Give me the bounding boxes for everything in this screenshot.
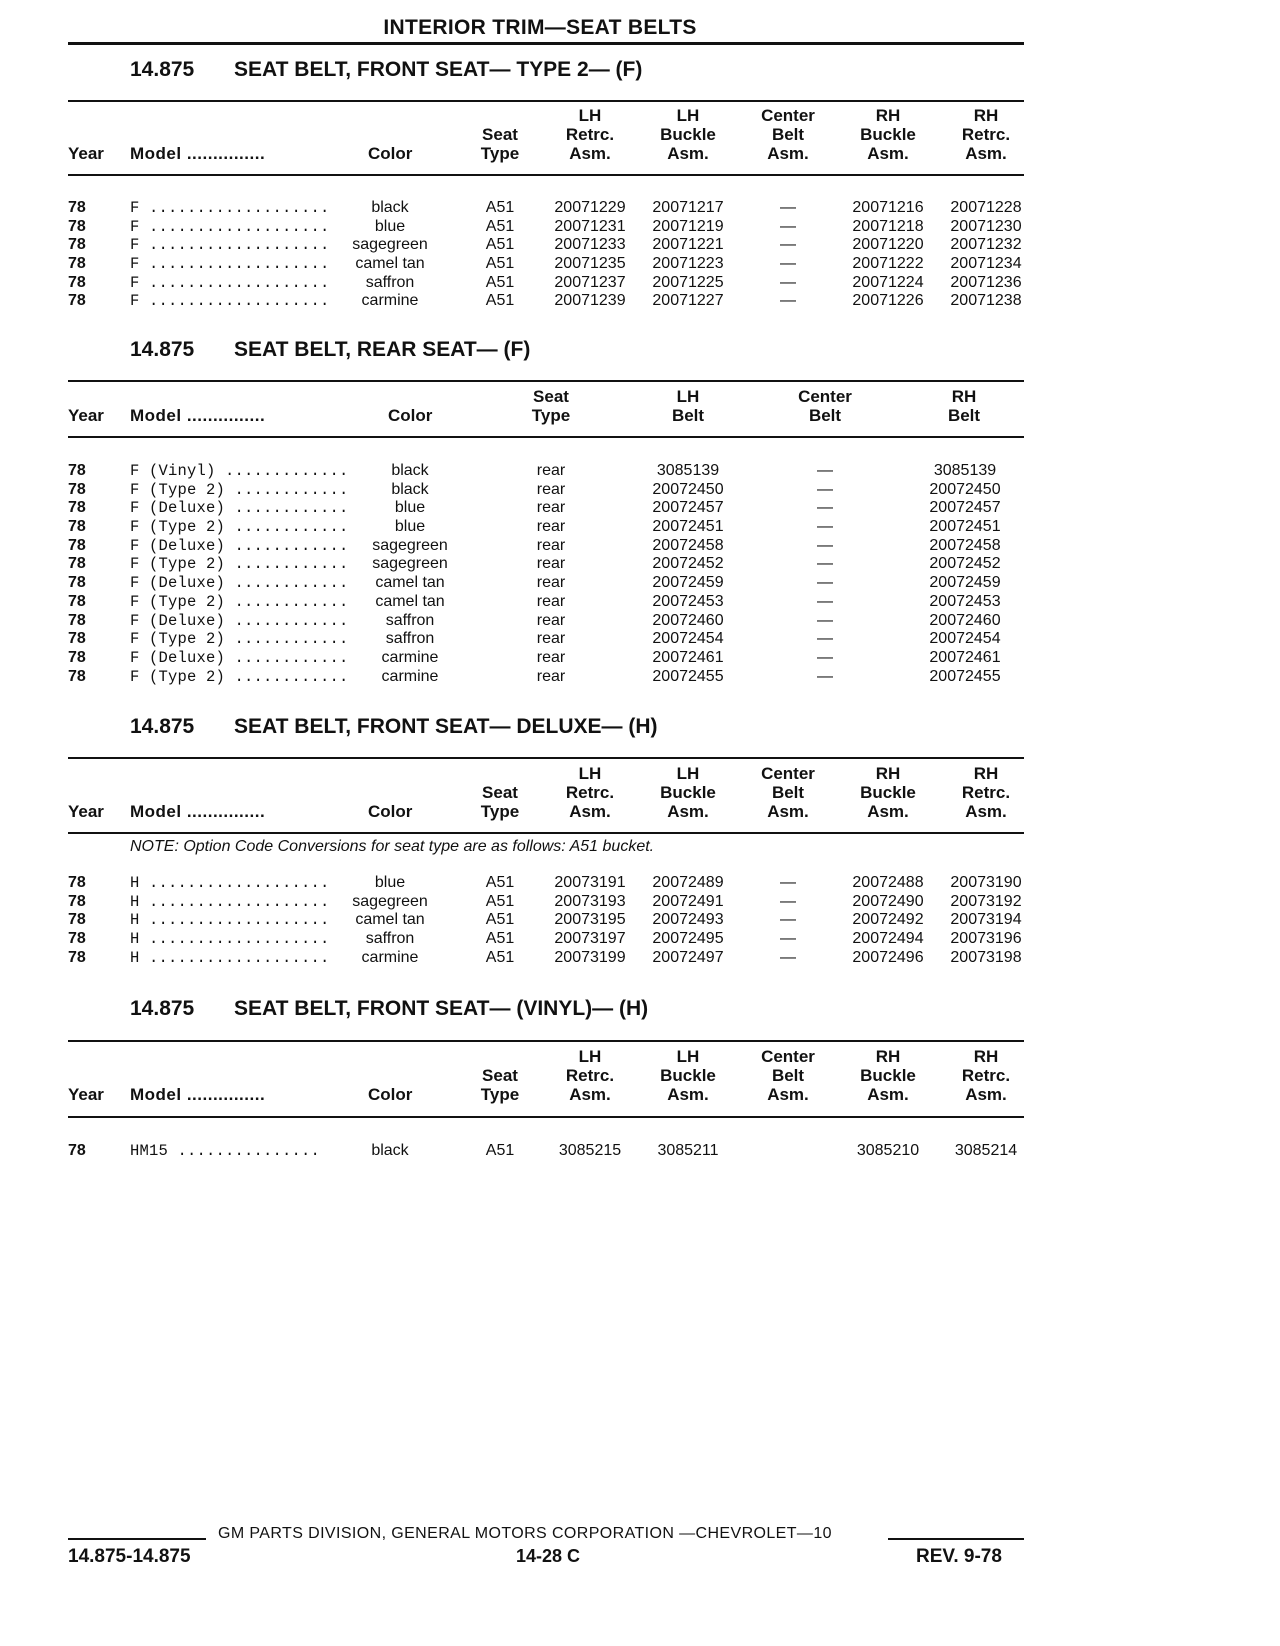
table-row: 78 F (Deluxe) ............ camel tan rear 20072459 — 20072459 bbox=[68, 574, 1001, 593]
table-row: 78 F (Type 2) ............ blue rear 20072451 — 20072451 bbox=[68, 518, 1001, 537]
col-header-year: Year bbox=[68, 406, 104, 425]
col-header-year: Year bbox=[68, 802, 104, 821]
section-title: SEAT BELT, FRONT SEAT— DELUXE— (H) bbox=[234, 715, 658, 738]
col-header-center-belt: Center Belt Asm. bbox=[761, 1047, 815, 1104]
footer-rule-left bbox=[68, 1538, 206, 1540]
section-heading bbox=[130, 715, 658, 739]
table-row: 78 F (Type 2) ............ black rear 20072450 — 20072450 bbox=[68, 480, 1001, 499]
table-row: 78 F (Deluxe) ............ saffron rear 20072460 — 20072460 bbox=[68, 611, 1001, 630]
header-top-rule bbox=[68, 1040, 1024, 1042]
section-heading bbox=[130, 997, 648, 1021]
table-row: 78 H ................... sagegreen A51 20073193 20072491 — 20072490 20073192 bbox=[68, 892, 1022, 911]
col-header-lh-buckle: LH Buckle Asm. bbox=[660, 106, 716, 163]
col-header-center-belt: Center Belt Asm. bbox=[761, 106, 815, 163]
table-row: 78 H ................... carmine A51 20073199 20072497 — 20072496 20073198 bbox=[68, 948, 1022, 967]
table-row: 78 F (Type 2) ............ sagegreen rear 20072452 — 20072452 bbox=[68, 555, 1001, 574]
footer-division: GM PARTS DIVISION, GENERAL MOTORS CORPORATION —CHEVROLET—10 bbox=[218, 1525, 832, 1542]
header-top-rule bbox=[68, 100, 1024, 102]
footer-revision: REV. 9-78 bbox=[916, 1546, 1002, 1567]
col-header-color: Color bbox=[368, 802, 413, 821]
header-bottom-rule bbox=[68, 1116, 1024, 1118]
col-header-model: Model ............... bbox=[130, 406, 266, 425]
col-header-model: Model ............... bbox=[130, 1085, 266, 1104]
col-header-rh-belt: RH Belt bbox=[947, 387, 981, 425]
col-header-lh-buckle: LH Buckle Asm. bbox=[660, 1047, 716, 1104]
table-row: 78 F (Deluxe) ............ blue rear 20072457 — 20072457 bbox=[68, 499, 1001, 518]
table-row: 78 F (Type 2) ............ camel tan rear 20072453 — 20072453 bbox=[68, 592, 1001, 611]
footer-section-range: 14.875-14.875 bbox=[68, 1546, 191, 1567]
col-header-rh-retrc: RH Retrc. Asm. bbox=[961, 106, 1011, 163]
col-header-year: Year bbox=[68, 144, 104, 163]
table-row: 78 F (Type 2) ............ carmine rear 20072455 — 20072455 bbox=[68, 667, 1001, 686]
section-heading bbox=[130, 338, 530, 362]
table-row: 78 F ................... black A51 20071229 20071217 — 20071216 20071228 bbox=[68, 199, 1022, 217]
table-body bbox=[0, 462, 1280, 686]
page-title: INTERIOR TRIM—SEAT BELTS bbox=[383, 16, 697, 39]
header-bottom-rule bbox=[68, 436, 1024, 438]
section-number: 14.875 bbox=[130, 997, 195, 1020]
footer-page-number: 14-28 C bbox=[516, 1546, 581, 1566]
col-header-rh-retrc: RH Retrc. Asm. bbox=[961, 764, 1011, 821]
table-row: 78 H ................... camel tan A51 20073195 20072493 — 20072492 20073194 bbox=[68, 911, 1022, 930]
section-number: 14.875 bbox=[130, 58, 195, 81]
col-header-center-belt: Center Belt bbox=[798, 387, 852, 425]
col-header-model: Model ............... bbox=[130, 802, 266, 821]
section-heading bbox=[130, 58, 642, 82]
section-number: 14.875 bbox=[130, 338, 195, 361]
header-top-rule bbox=[68, 757, 1024, 759]
header-bottom-rule bbox=[68, 174, 1024, 176]
table-row: 78 F ................... sagegreen A51 20071233 20071221 — 20071220 20071232 bbox=[68, 236, 1022, 255]
section-title: SEAT BELT, FRONT SEAT— TYPE 2— (F) bbox=[234, 58, 643, 81]
col-header-lh-retrc: LH Retrc. Asm. bbox=[565, 106, 615, 163]
col-header-lh-belt: LH Belt bbox=[671, 387, 705, 425]
col-header-seat-type: Seat Type bbox=[531, 387, 571, 425]
table-row: 78 H ................... saffron A51 20073197 20072495 — 20072494 20073196 bbox=[68, 930, 1022, 949]
header-bottom-rule bbox=[68, 832, 1024, 834]
table-row: 78 F ................... carmine A51 20071239 20071227 — 20071226 20071238 bbox=[68, 292, 1022, 311]
title-rule bbox=[68, 42, 1024, 45]
col-header-seat-type: Seat Type bbox=[480, 783, 520, 821]
col-header-rh-buckle: RH Buckle Asm. bbox=[860, 1047, 916, 1104]
col-header-color: Color bbox=[368, 1085, 413, 1104]
col-header-lh-retrc: LH Retrc. Asm. bbox=[565, 764, 615, 821]
table-row: 78 F ................... saffron A51 20071237 20071225 — 20071224 20071236 bbox=[68, 273, 1022, 292]
header-top-rule bbox=[68, 380, 1024, 382]
table-row: 78 H ................... blue A51 20073191 20072489 — 20072488 20073190 bbox=[68, 874, 1022, 892]
col-header-color: Color bbox=[388, 406, 433, 425]
col-header-rh-buckle: RH Buckle Asm. bbox=[860, 764, 916, 821]
col-header-center-belt: Center Belt Asm. bbox=[761, 764, 815, 821]
table-row: 78 F ................... blue A51 20071231 20071219 — 20071218 20071230 bbox=[68, 217, 1022, 236]
col-header-seat-type: Seat Type bbox=[480, 125, 520, 163]
col-header-year: Year bbox=[68, 1085, 104, 1104]
table-row: 78 F (Vinyl) ............. black rear 3085139 — 3085139 bbox=[68, 462, 997, 480]
col-header-seat-type: Seat Type bbox=[480, 1066, 520, 1104]
col-header-model: Model ............... bbox=[130, 144, 266, 163]
section-title: SEAT BELT, FRONT SEAT— (VINYL)— (H) bbox=[234, 997, 649, 1020]
table-row: 78 F ................... camel tan A51 20071235 20071223 — 20071222 20071234 bbox=[68, 255, 1022, 274]
col-header-rh-retrc: RH Retrc. Asm. bbox=[961, 1047, 1011, 1104]
table-row: 78 F (Type 2) ............ saffron rear 20072454 — 20072454 bbox=[68, 630, 1001, 649]
col-header-rh-buckle: RH Buckle Asm. bbox=[860, 106, 916, 163]
table-body bbox=[0, 874, 1280, 967]
section-title: SEAT BELT, REAR SEAT— (F) bbox=[234, 338, 531, 361]
col-header-lh-buckle: LH Buckle Asm. bbox=[660, 764, 716, 821]
section-number: 14.875 bbox=[130, 715, 195, 738]
footer-rule-right bbox=[888, 1538, 1024, 1540]
table-row: 78 F (Deluxe) ............ carmine rear 20072461 — 20072461 bbox=[68, 648, 1001, 667]
option-code-note: NOTE: Option Code Conversions for seat type are as follows: A51 bucket. bbox=[130, 838, 655, 855]
col-header-lh-retrc: LH Retrc. Asm. bbox=[565, 1047, 615, 1104]
table-row: 78 HM15 ............... black A51 3085215 3085211 3085210 3085214 bbox=[68, 1142, 1018, 1160]
table-body bbox=[0, 199, 1280, 311]
col-header-color: Color bbox=[368, 144, 413, 163]
table-row: 78 F (Deluxe) ............ sagegreen rear 20072458 — 20072458 bbox=[68, 536, 1001, 555]
table-body bbox=[0, 1142, 1280, 1161]
